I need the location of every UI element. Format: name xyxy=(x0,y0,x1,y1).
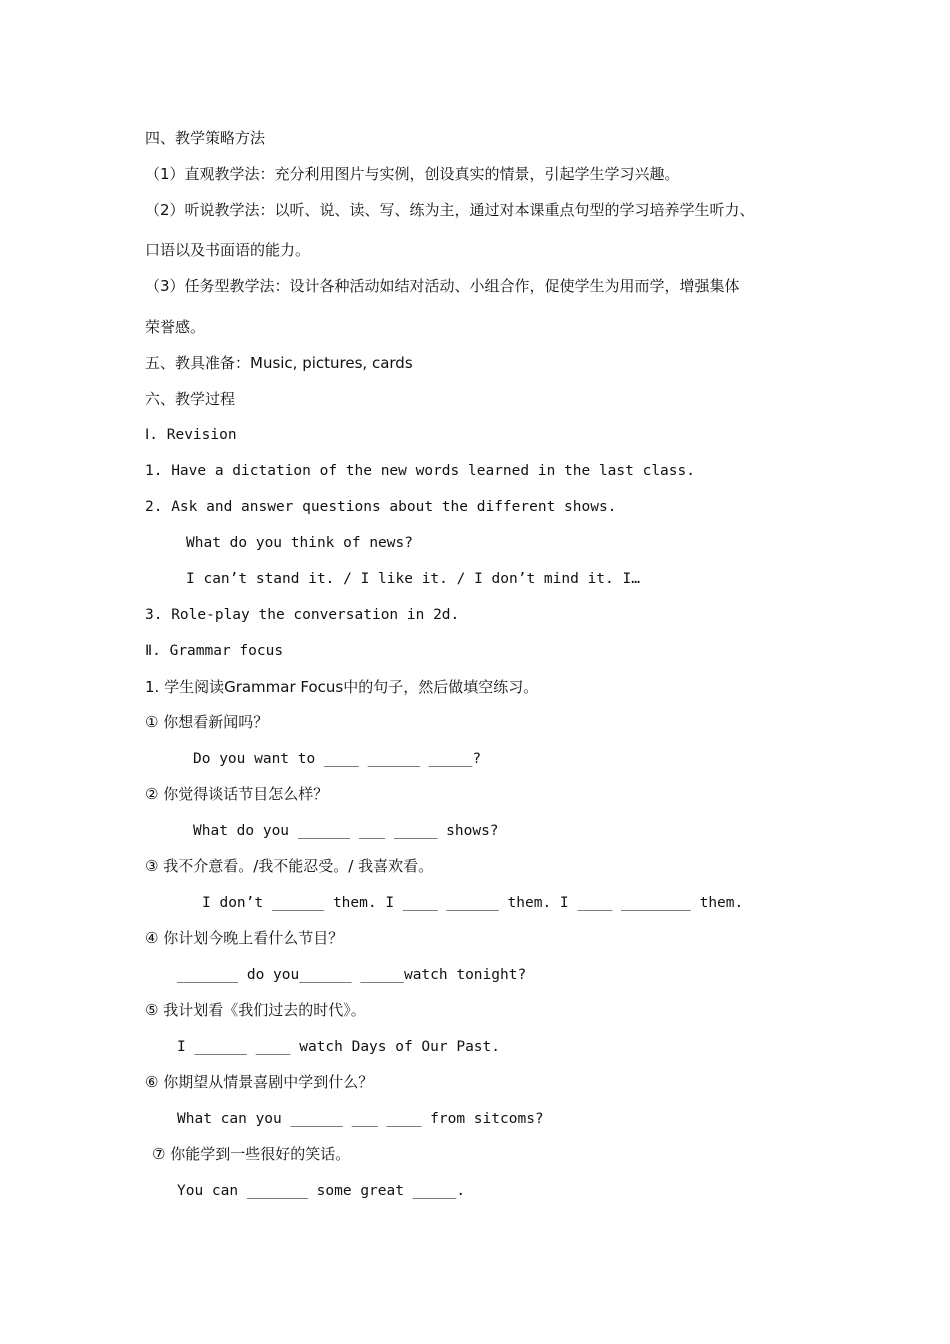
exercise-6-english: What can you ______ ___ ____ from sitcoms? xyxy=(177,1111,544,1127)
exercise-1-chinese: ① 你想看新闻吗？ xyxy=(145,713,269,731)
exercise-5-english: I ______ ____ watch Days of Our Past. xyxy=(177,1039,501,1055)
strategy-item-2-line-2: 口语以及书面语的能力。 xyxy=(145,241,311,259)
exercise-4-chinese: ④ 你计划今晚上看什么节目？ xyxy=(145,929,344,947)
exercise-6-chinese: ⑥ 你期望从情景喜剧中学到什么？ xyxy=(145,1073,374,1091)
exercise-2-chinese: ② 你觉得谈话节目怎么样？ xyxy=(145,785,329,803)
exercise-2-english: What do you ______ ___ _____ shows? xyxy=(193,823,499,839)
revision-step-2: 2. Ask and answer questions about the different shows. xyxy=(145,499,617,515)
exercise-7-english: You can _______ some great _____. xyxy=(177,1183,466,1199)
revision-step-1: 1. Have a dictation of the new words learned in the last class. xyxy=(145,463,695,479)
exercise-5-chinese: ⑤ 我计划看《我们过去的时代》。 xyxy=(145,1001,366,1019)
section-6-heading: 六、教学过程 xyxy=(145,390,236,408)
section-5-heading: 五、教具准备：Music, pictures, cards xyxy=(145,354,413,372)
strategy-item-3-line-1: （3）任务型教学法：设计各种活动如结对活动、小组合作，促使学生为用而学，增强集体 xyxy=(145,277,740,295)
exercise-7-chinese: ⑦ 你能学到一些很好的笑话。 xyxy=(152,1145,351,1163)
revision-question: What do you think of news? xyxy=(186,535,413,551)
grammar-title: Ⅱ. Grammar focus xyxy=(145,643,284,659)
section-4-heading: 四、教学策略方法 xyxy=(145,129,266,147)
revision-step-3: 3. Role-play the conversation in 2d. xyxy=(145,607,460,623)
revision-answers: I can’t stand it. / I like it. / I don’t mind it. I… xyxy=(186,571,640,587)
strategy-item-2-line-1: （2）听说教学法：以听、说、读、写、练为主，通过对本课重点句型的学习培养学生听力、 xyxy=(145,201,755,219)
exercise-3-chinese: ③ 我不介意看。/我不能忍受。/ 我喜欢看。 xyxy=(145,857,434,875)
exercise-3-english: I don’t ______ them. I ____ ______ them. I ____ ________ them. xyxy=(202,895,744,911)
revision-title: Ⅰ. Revision xyxy=(145,427,237,443)
grammar-step-1: 1. 学生阅读Grammar Focus中的句子，然后做填空练习。 xyxy=(145,678,539,696)
exercise-1-english: Do you want to ____ ______ _____? xyxy=(193,751,482,767)
exercise-4-english: _______ do you______ _____watch tonight? xyxy=(177,967,527,983)
strategy-item-3-line-2: 荣誉感。 xyxy=(145,318,206,336)
strategy-item-1: （1）直观教学法：充分利用图片与实例，创设真实的情景，引起学生学习兴趣。 xyxy=(145,165,680,183)
